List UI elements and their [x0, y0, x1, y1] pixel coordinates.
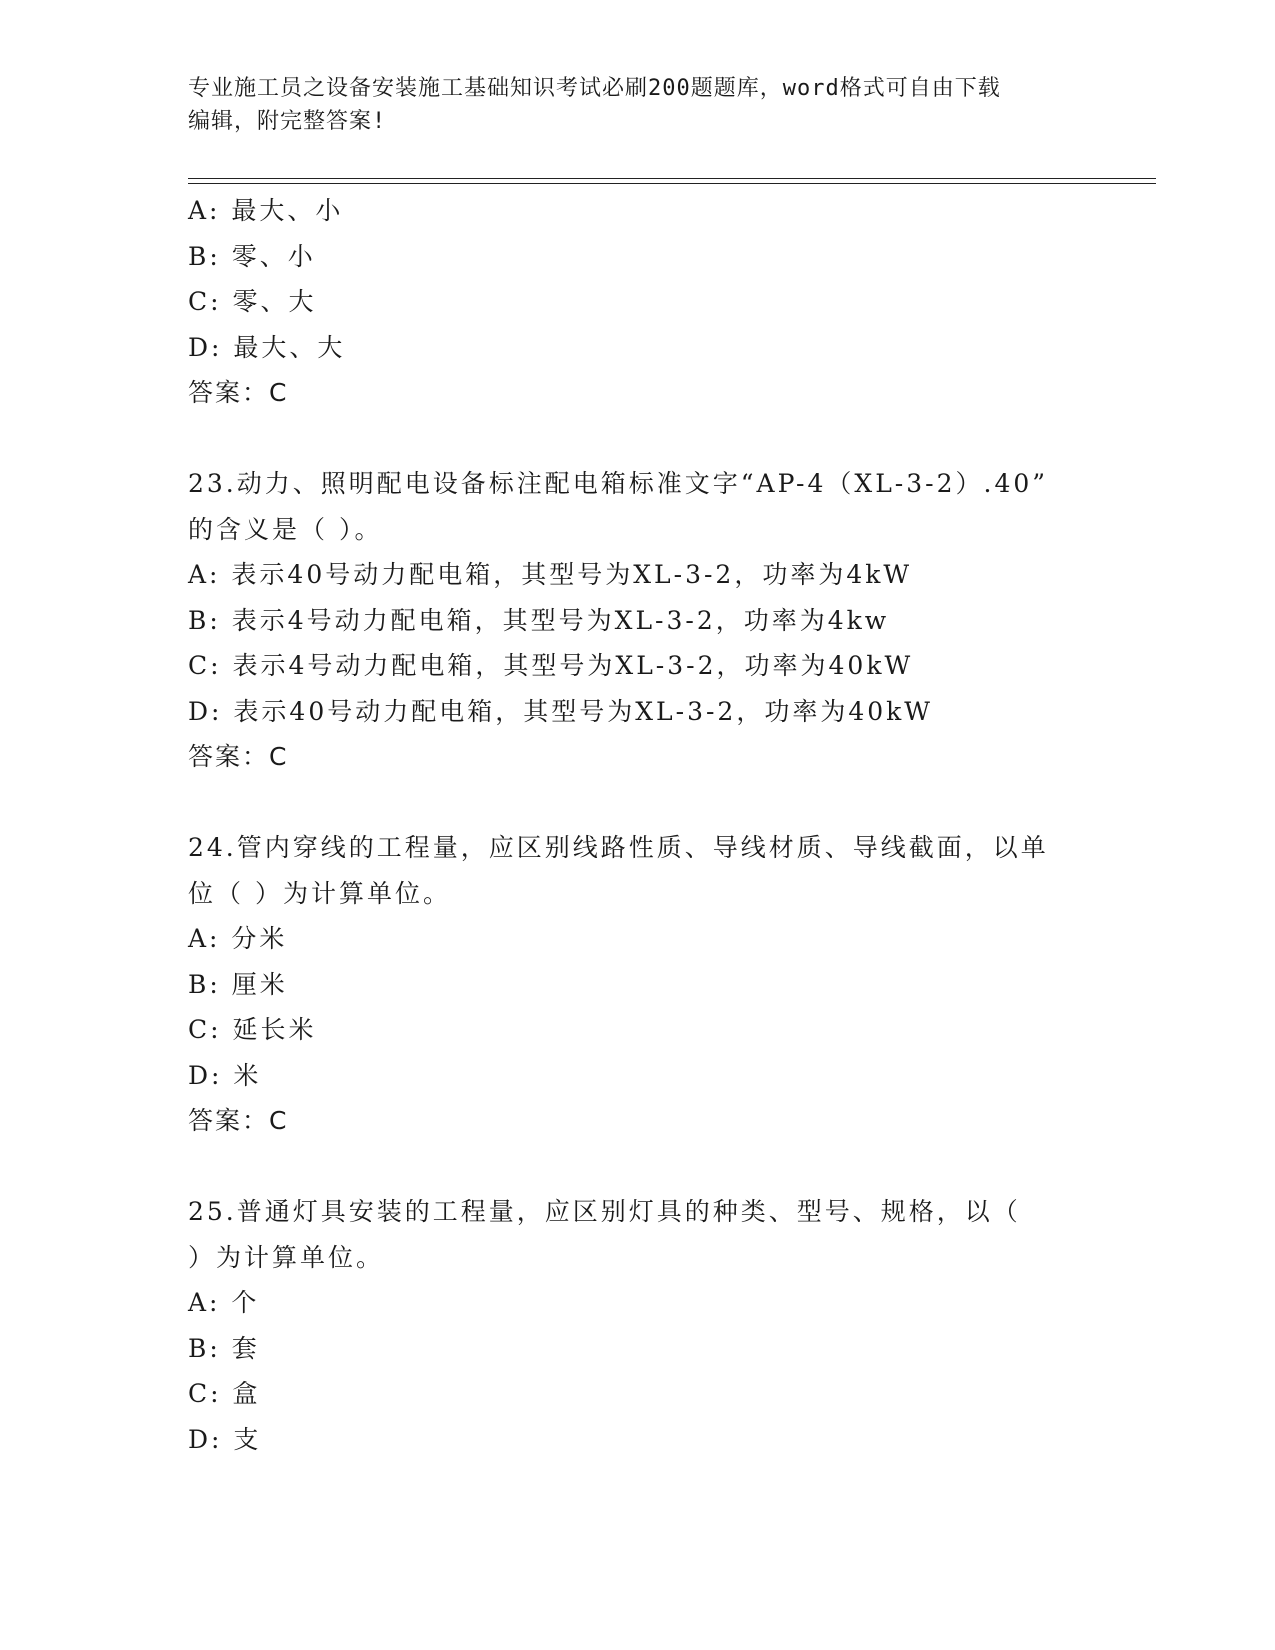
answer: 答案：C [188, 378, 289, 407]
option-c: C: 表示4号动力配电箱，其型号为XL-3-2，功率为40kW [188, 651, 914, 680]
option-b: B: 表示4号动力配电箱，其型号为XL-3-2，功率为4kw [188, 605, 890, 635]
option-d: D: 表示40号动力配电箱，其型号为XL-3-2，功率为40kW [188, 696, 933, 726]
option-a: A: 表示40号动力配电箱，其型号为XL-3-2，功率为4kW [188, 560, 913, 589]
option-d: D: 米 [188, 1060, 262, 1090]
question-stem-continued: 的含义是（ ）。 [188, 514, 383, 544]
question-25 [188, 1189, 1088, 1462]
header-divider-bottom [188, 183, 1156, 184]
answer: 答案：C [188, 742, 289, 771]
header-divider-top [188, 178, 1156, 179]
option-c: C: 零、大 [188, 287, 317, 316]
spacer [188, 780, 1088, 826]
option-b: B: 零、小 [188, 241, 316, 271]
option-b: B: 厘米 [188, 969, 288, 999]
header-line-1: 专业施工员之设备安装施工基础知识考试必刷200题题库，word格式可自由下载 [188, 76, 1001, 101]
option-a: A: 最大、小 [188, 196, 344, 225]
question-23 [188, 461, 1088, 780]
option-a: A: 个 [188, 1288, 260, 1317]
option-d: D: 最大、大 [188, 332, 346, 362]
option-a: A: 分米 [188, 924, 288, 953]
document-header [188, 72, 1068, 138]
header-line-2: 编辑，附完整答案! [188, 109, 387, 134]
question-24 [188, 825, 1088, 1144]
question-list [188, 188, 1088, 1462]
spacer [188, 416, 1088, 462]
option-d: D: 支 [188, 1424, 262, 1454]
answer: 答案：C [188, 1106, 289, 1135]
question-stem: 23.动力、照明配电设备标注配电箱标准文字“AP-4（XL-3-2）.40” [188, 469, 1049, 498]
option-c: C: 延长米 [188, 1015, 317, 1044]
question-stem-continued: ）为计算单位。 [188, 1242, 385, 1272]
question-stem-continued: 位（ ）为计算单位。 [188, 878, 451, 908]
option-b: B: 套 [188, 1333, 260, 1363]
question-stem: 24.管内穿线的工程量，应区别线路性质、导线材质、导线截面，以单 [188, 833, 1049, 862]
spacer [188, 1144, 1088, 1190]
option-c: C: 盒 [188, 1379, 261, 1408]
question-stem: 25.普通灯具安装的工程量，应区别灯具的种类、型号、规格，以（ [188, 1197, 1021, 1226]
question-22 [188, 188, 1088, 416]
